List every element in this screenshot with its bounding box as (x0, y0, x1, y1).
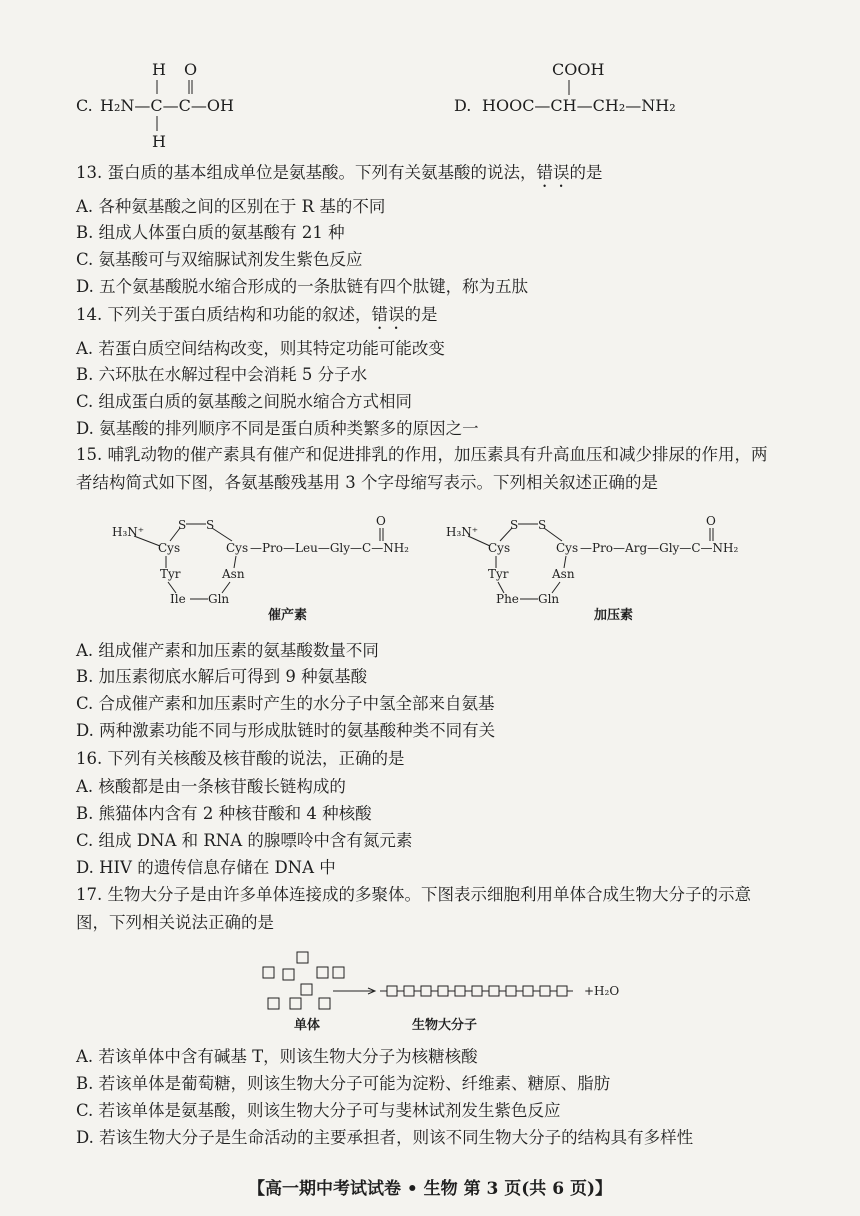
q14-stem-pre: 14. 下列关于蛋白质结构和功能的叙述， (76, 305, 372, 324)
vasopressin-caption: 加压素 (594, 608, 634, 623)
polymer-water: +H₂O (584, 984, 620, 998)
monomer-square (317, 967, 328, 978)
monomer-square (263, 967, 274, 978)
polymer-unit (523, 986, 533, 996)
vp-bond-cys-s (500, 528, 512, 541)
page-footer: 【高一期中考试试卷 • 生物 第 3 页(共 6 页)】 (247, 1179, 613, 1199)
ox-o: O (376, 514, 386, 528)
q14-stem-post: 的是 (404, 305, 438, 324)
ox-bond-cys-s (170, 528, 180, 541)
polymer-chain (380, 986, 573, 996)
vp-gln: Gln (538, 592, 560, 606)
q14-option-b: B. 六环肽在水解过程中会消耗 5 分子水 (76, 365, 368, 384)
ox-bond-cys-asn (234, 556, 236, 568)
q13-stem-emphasis: 错误 (536, 163, 570, 182)
q15-stem-line2: 者结构简式如下图，各氨基酸残基用 3 个字母缩写表示。下列相关叙述正确的是 (76, 473, 658, 492)
vp-bond-cys-asn (564, 556, 566, 568)
ox-cys2: Cys (226, 541, 249, 555)
vp-asn: Asn (552, 567, 575, 581)
polymer-unit (506, 986, 516, 996)
q17-option-d: D. 若该生物大分子是生命活动的主要承担者，则该不同生物大分子的结构具有多样性 (76, 1128, 694, 1147)
ox-bond-asn-gln (222, 582, 230, 593)
polymer-unit (489, 986, 499, 996)
q15-stem-line1: 15. 哺乳动物的催产素具有催产和促进排乳的作用，加压素具有升高血压和减少排尿的作用，两 (76, 445, 768, 464)
vp-s1: S (510, 518, 519, 532)
polymer-unit (404, 986, 414, 996)
polymer-unit (455, 986, 465, 996)
monomer-square (333, 967, 344, 978)
q14-stem-emphasis: 错误 (371, 305, 405, 324)
vp-cys2: Cys (556, 541, 579, 555)
ox-s1: S (178, 518, 187, 532)
ox-h3n: H₃N⁺ (112, 525, 145, 539)
q14-option-d: D. 氨基酸的排列顺序不同是蛋白质种类繁多的原因之一 (76, 419, 479, 438)
polymer-unit (472, 986, 482, 996)
monomer-square (283, 969, 294, 980)
q17-stem-line2: 图，下列相关说法正确的是 (76, 913, 274, 932)
vp-tyr: Tyr (488, 567, 509, 581)
ox-bond-n (134, 536, 160, 546)
monomer-square (268, 998, 279, 1009)
q12-d-label: D. (454, 96, 472, 115)
q13-option-a: A. 各种氨基酸之间的区别在于 R 基的不同 (76, 197, 386, 216)
q12-c-h-top: H (152, 60, 166, 79)
q13-stem-pre: 13. 蛋白质的基本组成单位是氨基酸。下列有关氨基酸的说法， (76, 163, 537, 182)
polymer-unit (387, 986, 397, 996)
ox-s2: S (206, 518, 215, 532)
q12-c-formula: H₂N—C—C—OH (100, 96, 234, 115)
q17-option-c: C. 若该单体是氨基酸，则该生物大分子可与斐林试剂发生紫色反应 (76, 1101, 561, 1120)
q15-option-a: A. 组成催产素和加压素的氨基酸数量不同 (76, 641, 379, 660)
q13-stem-post: 的是 (569, 163, 603, 182)
q14-option-c: C. 组成蛋白质的氨基酸之间脱水缩合方式相同 (76, 392, 413, 411)
monomer-square (301, 984, 312, 995)
monomer-square (319, 998, 330, 1009)
q13-option-c: C. 氨基酸可与双缩脲试剂发生紫色反应 (76, 250, 363, 269)
q13-option-b: B. 组成人体蛋白质的氨基酸有 21 种 (76, 223, 345, 242)
q12-d-cooh: COOH (552, 60, 605, 79)
vp-bond-tyr-phe (498, 582, 504, 593)
ox-cys1: Cys (158, 541, 181, 555)
ox-asn: Asn (222, 567, 245, 581)
ox-ile: Ile (170, 592, 186, 606)
q15-option-d: D. 两种激素功能不同与形成肽链时的氨基酸种类不同有关 (76, 721, 496, 740)
q15-option-b: B. 加压素彻底水解后可得到 9 种氨基酸 (76, 667, 368, 686)
vp-s2: S (538, 518, 547, 532)
monomer-square (290, 998, 301, 1009)
vp-bond-asn-gln (552, 582, 560, 593)
vp-bond-s-cys (544, 528, 562, 541)
vp-phe: Phe (496, 592, 519, 606)
q15-option-c: C. 合成催产素和加压素时产生的水分子中氢全部来自氨基 (76, 694, 495, 713)
vp-chain: —Pro—Arg—Gly—C—NH₂ (580, 541, 739, 555)
vp-cys1: Cys (488, 541, 511, 555)
q16-option-c: C. 组成 DNA 和 RNA 的腺嘌呤中含有氮元素 (76, 831, 413, 850)
q12-c-label: C. (76, 96, 93, 115)
q12-d-formula: HOOC—CH—CH₂—NH₂ (482, 96, 676, 115)
q16-option-a: A. 核酸都是由一条核苷酸长链构成的 (76, 777, 346, 796)
q12-c-o: O (184, 60, 198, 79)
polymer-unit (540, 986, 550, 996)
oxytocin-caption: 催产素 (268, 608, 308, 623)
polymer-unit (557, 986, 567, 996)
vp-h3n: H₃N⁺ (446, 525, 479, 539)
vp-o: O (706, 514, 716, 528)
q17-option-b: B. 若该单体是葡萄糖，则该生物大分子可能为淀粉、纤维素、糖原、脂肪 (76, 1074, 611, 1093)
q17-option-a: A. 若该单体中含有碱基 T，则该生物大分子为核糖核酸 (76, 1047, 478, 1066)
monomer-square (297, 952, 308, 963)
q16-option-b: B. 熊猫体内含有 2 种核苷酸和 4 种核酸 (76, 804, 372, 823)
q14-option-a: A. 若蛋白质空间结构改变，则其特定功能可能改变 (76, 339, 445, 358)
q16-option-d: D. HIV 的遗传信息存储在 DNA 中 (76, 858, 336, 877)
ox-bond-s-cys (212, 528, 232, 541)
q13-option-d: D. 五个氨基酸脱水缩合形成的一条肽链有四个肽键，称为五肽 (76, 277, 529, 296)
monomer-caption: 单体 (294, 1018, 321, 1033)
polymer-unit (421, 986, 431, 996)
q16-stem: 16. 下列有关核酸及核苷酸的说法，正确的是 (76, 749, 405, 768)
ox-chain: —Pro—Leu—Gly—C—NH₂ (250, 541, 409, 555)
q17-stem-line1: 17. 生物大分子是由许多单体连接成的多聚体。下图表示细胞利用单体合成生物大分子的示意 (76, 885, 751, 904)
q12-c-h-bottom: H (152, 132, 166, 151)
ox-gln: Gln (208, 592, 230, 606)
vp-bond-n (468, 536, 490, 546)
polymer-caption: 生物大分子 (412, 1018, 478, 1033)
ox-bond-tyr-ile (168, 582, 176, 593)
ox-tyr: Tyr (160, 567, 181, 581)
polymer-unit (438, 986, 448, 996)
